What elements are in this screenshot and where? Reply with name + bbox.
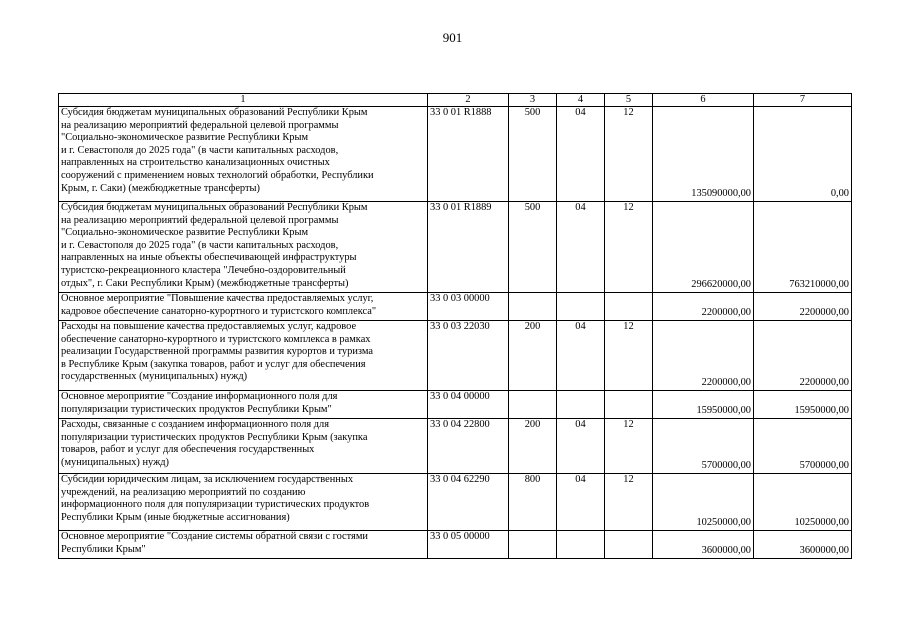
column-header: 4	[557, 94, 605, 107]
row-code: 33 0 03 22030	[428, 321, 509, 391]
row-value-6: 296620000,00	[653, 202, 754, 293]
row-value-6: 3600000,00	[653, 531, 754, 559]
row-col5: 12	[605, 321, 653, 391]
row-value-7: 763210000,00	[754, 202, 852, 293]
row-name: Субсидия бюджетам муниципальных образований Республики Крым на реализацию мероприятий федеральной целевой программы "Социально-экономическое развитие Республики Крым и г. Севастополя до 2025 года" (в части капитальных расходов, направленных на строительство канализационных очистных сооружений с применением новых технологий обработки, Республики Крым, г. Саки) (межбюджетные трансферты)	[59, 107, 428, 202]
row-col5: 12	[605, 202, 653, 293]
row-name: Основное мероприятие "Создание информационного поля для популяризации туристических продуктов Республики Крым"	[59, 391, 428, 419]
table-row	[59, 391, 852, 419]
row-col4	[557, 531, 605, 559]
row-value-7: 15950000,00	[754, 391, 852, 419]
row-col3	[509, 531, 557, 559]
table-row	[59, 107, 852, 202]
table-row	[59, 474, 852, 531]
row-name: Основное мероприятие "Создание системы обратной связи с гостями Республики Крым"	[59, 531, 428, 559]
row-col4: 04	[557, 202, 605, 293]
row-value-7: 2200000,00	[754, 293, 852, 321]
row-code: 33 0 05 00000	[428, 531, 509, 559]
row-col5: 12	[605, 107, 653, 202]
column-header: 7	[754, 94, 852, 107]
row-col4: 04	[557, 474, 605, 531]
page-number: 901	[442, 30, 463, 45]
row-name: Расходы, связанные с созданием информационного поля для популяризации туристических продуктов Республики Крым (закупка товаров, работ и услуг для обеспечения государственных (муниципальных) нужд)	[59, 419, 428, 474]
table-row	[59, 321, 852, 391]
table-row	[59, 293, 852, 321]
row-value-6: 2200000,00	[653, 321, 754, 391]
column-header: 5	[605, 94, 653, 107]
row-value-6: 135090000,00	[653, 107, 754, 202]
row-col3	[509, 293, 557, 321]
row-col4	[557, 293, 605, 321]
row-col5	[605, 531, 653, 559]
row-value-6: 15950000,00	[653, 391, 754, 419]
row-value-6: 10250000,00	[653, 474, 754, 531]
column-header: 1	[59, 94, 428, 107]
row-value-7: 10250000,00	[754, 474, 852, 531]
budget-table	[58, 93, 852, 559]
row-col3: 500	[509, 107, 557, 202]
column-header: 3	[509, 94, 557, 107]
row-code: 33 0 04 22800	[428, 419, 509, 474]
row-col3: 800	[509, 474, 557, 531]
column-header: 6	[653, 94, 754, 107]
row-name: Расходы на повышение качества предоставляемых услуг, кадровое обеспечение санаторно-курортного и туристского комплекса в рамках реализации Государственной программы развития курортов и туризма в Республике Крым (закупка товаров, работ и услуг для обеспечения государственных (муниципальных) нужд)	[59, 321, 428, 391]
column-header: 2	[428, 94, 509, 107]
row-code: 33 0 01 R1889	[428, 202, 509, 293]
row-col3: 200	[509, 321, 557, 391]
row-col3	[509, 391, 557, 419]
row-col5: 12	[605, 474, 653, 531]
row-col4: 04	[557, 107, 605, 202]
row-col4: 04	[557, 321, 605, 391]
row-col5: 12	[605, 419, 653, 474]
row-col4: 04	[557, 419, 605, 474]
row-col5	[605, 391, 653, 419]
row-name: Основное мероприятие "Повышение качества предоставляемых услуг, кадровое обеспечение санаторно-курортного и туристского комплекса"	[59, 293, 428, 321]
row-name: Субсидии юридическим лицам, за исключением государственных учреждений, на реализацию мероприятий по созданию информационного поля для популяризации туристических продуктов Республики Крым (иные бюджетные ассигнования)	[59, 474, 428, 531]
table-header-row	[59, 94, 852, 107]
row-value-7: 2200000,00	[754, 321, 852, 391]
row-code: 33 0 04 00000	[428, 391, 509, 419]
table-row	[59, 531, 852, 559]
row-value-6: 5700000,00	[653, 419, 754, 474]
row-col5	[605, 293, 653, 321]
row-code: 33 0 03 00000	[428, 293, 509, 321]
row-name: Субсидия бюджетам муниципальных образований Республики Крым на реализацию мероприятий федеральной целевой программы "Социально-экономическое развитие Республики Крым и г. Севастополя до 2025 года" (в части капитальных расходов, направленных на иные объекты обеспечивающей инфраструктуры туристско-рекреационного кластера "Лечебно-оздоровительный отдых", г. Саки Республики Крым) (межбюджетные трансферты)	[59, 202, 428, 293]
row-value-7: 3600000,00	[754, 531, 852, 559]
row-col3: 500	[509, 202, 557, 293]
table-row	[59, 419, 852, 474]
row-value-7: 5700000,00	[754, 419, 852, 474]
row-code: 33 0 04 62290	[428, 474, 509, 531]
table-row	[59, 202, 852, 293]
row-code: 33 0 01 R1888	[428, 107, 509, 202]
row-col3: 200	[509, 419, 557, 474]
row-value-7: 0,00	[754, 107, 852, 202]
row-value-6: 2200000,00	[653, 293, 754, 321]
row-col4	[557, 391, 605, 419]
